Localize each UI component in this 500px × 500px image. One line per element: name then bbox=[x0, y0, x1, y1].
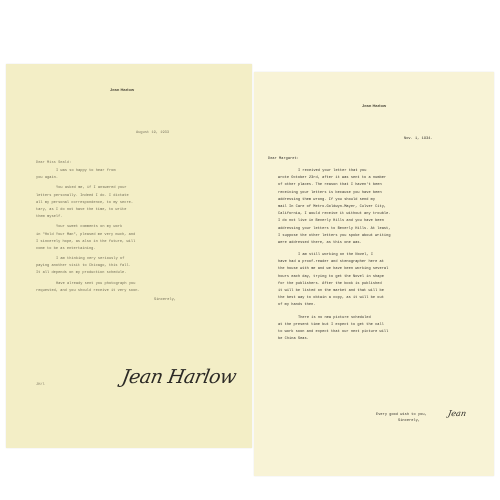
body-line: It all depends on my production schedule. bbox=[36, 271, 127, 276]
closing-line: Every good wish to you, bbox=[376, 413, 427, 417]
body-line: were addressed there, as this one was. bbox=[278, 240, 362, 245]
letter-body bbox=[278, 168, 391, 343]
body-line: be China Seas. bbox=[278, 337, 309, 342]
closing: Sincerely, bbox=[154, 298, 177, 302]
body-line: you again. bbox=[36, 176, 59, 181]
body-line: of other places. The reason that I haven't been bbox=[278, 183, 382, 188]
letterhead: Jean Harlow bbox=[362, 103, 387, 108]
letter-date: Nov. 1, 1934. bbox=[404, 137, 433, 141]
body-line: I am still working on the Novel, I bbox=[298, 253, 374, 258]
body-line: I sincerely hope, as also in the future, will bbox=[36, 239, 136, 244]
body-line: Your sweet comments on my work bbox=[56, 225, 123, 230]
body-line: at the present time but I expect to get the call bbox=[278, 322, 384, 327]
body-line: addressing them wrong. If you should send my bbox=[278, 197, 376, 202]
signature: Jean bbox=[447, 409, 467, 418]
body-line: them myself. bbox=[36, 215, 63, 220]
body-line: it will be listed on the market and that will be bbox=[278, 289, 384, 293]
letter-date: August 19, 1933 bbox=[136, 131, 170, 135]
body-line: hours each day, trying to get the Novel in shape bbox=[278, 274, 384, 279]
salutation: Dear Margaret: bbox=[268, 157, 299, 161]
letterhead: Jean Harlow bbox=[110, 87, 135, 92]
body-line: requested, and you should receive it very soon. bbox=[36, 288, 140, 293]
body-line: California, I would receive it without any trouble. bbox=[278, 212, 391, 217]
body-line: have had a proof-reader and stenographer here at bbox=[278, 260, 384, 265]
body-line: I do not live in Beverly Hills and you have been bbox=[278, 219, 384, 224]
body-line: I am thinking very seriously of bbox=[56, 257, 125, 262]
letter-1933 bbox=[6, 64, 252, 448]
body-line: paying another visit to Chicago, this fall. bbox=[36, 264, 131, 269]
body-line: for the publishers. After the book is published bbox=[278, 281, 382, 286]
signature: Jean Harlow bbox=[120, 366, 238, 388]
body-line: the best way to obtain a copy, as it will be out bbox=[278, 296, 384, 301]
body-line: I received your letter that you bbox=[298, 169, 367, 173]
body-line: Have already sent you photograph you bbox=[56, 281, 136, 286]
body-line: I was so happy to hear from bbox=[56, 169, 116, 173]
body-line: tary, as I do not have the time, to write bbox=[36, 207, 127, 212]
body-line: come to be as entertaining. bbox=[36, 246, 96, 251]
body-line: the house with me and we have been working several bbox=[278, 267, 389, 272]
body-line: letters personally. Indeed I do. I dictate bbox=[36, 193, 129, 198]
salutation: Dear Miss Seald: bbox=[36, 161, 72, 165]
body-line: You asked me, if I answered your bbox=[56, 186, 127, 191]
body-line: receiving your letters is because you have been bbox=[278, 190, 382, 195]
body-line: There is no new picture scheduled bbox=[298, 315, 371, 320]
letter-1934 bbox=[254, 72, 494, 476]
body-line: to work soon and expect that our next picture will bbox=[278, 329, 389, 334]
closing: Sincerely, bbox=[398, 419, 421, 423]
body-line: mail In Care of Metro-Goldwyn-Mayer, Culver City, bbox=[278, 204, 387, 209]
typist-initials: JH/l bbox=[36, 383, 45, 387]
body-line: all my personal correspondence, to my secre- bbox=[36, 200, 134, 205]
body-line: wrote October 23rd, after it was sent to a number bbox=[278, 176, 387, 181]
letter-body bbox=[36, 168, 176, 304]
body-line: of my hands then. bbox=[278, 303, 316, 308]
body-line: addressing your letters to Beverly Hills. At least, bbox=[278, 226, 391, 231]
body-line: I suppose the other letters you spoke about writing bbox=[278, 233, 391, 238]
body-line: in "Hold Your Man", pleased me very much, and bbox=[36, 232, 136, 237]
